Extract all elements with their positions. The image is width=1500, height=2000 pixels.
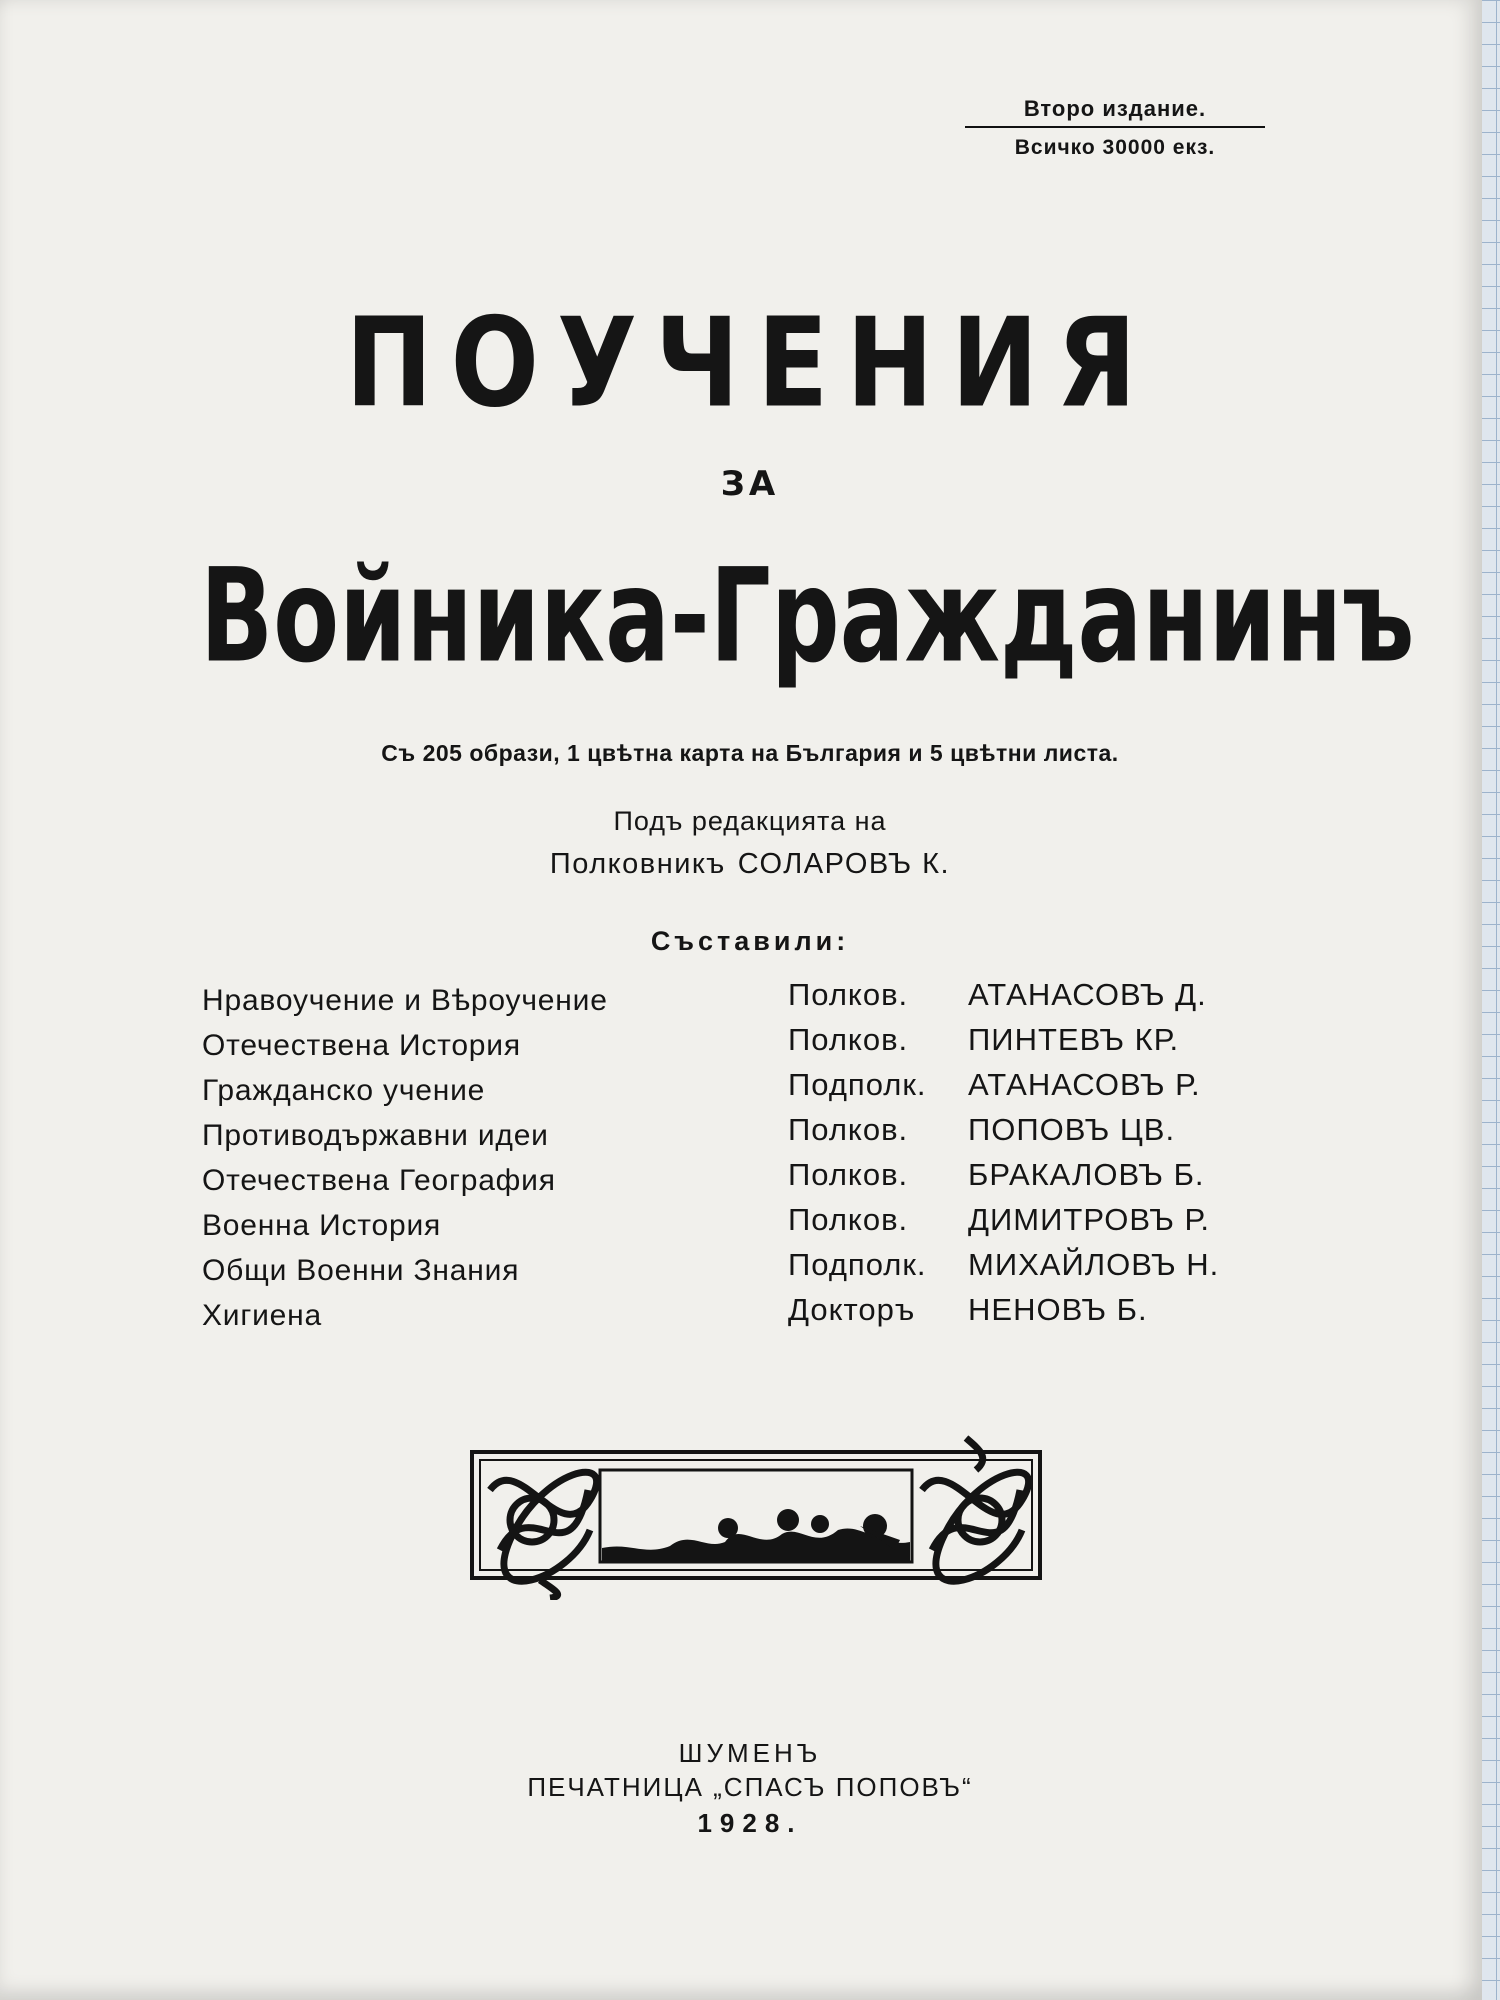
author-item — [788, 1017, 1308, 1062]
subject-item: Гражданско учение — [202, 1074, 486, 1107]
author-name: НЕНОВЪ Б. — [968, 1292, 1148, 1327]
author-item — [788, 1152, 1308, 1197]
compilers-heading: Съставили: — [650, 926, 850, 956]
print-run: Всичко 30000 екз. — [1014, 136, 1216, 159]
subject-item: Отечествена История — [202, 1029, 521, 1062]
subject-item: Общи Военни Знания — [202, 1254, 520, 1287]
editor-name: СОЛАРОВЪ К. — [737, 848, 951, 880]
author-item — [788, 972, 1308, 1017]
author-name: АТАНАСОВЪ Р. — [968, 1067, 1201, 1102]
author-item — [788, 1242, 1308, 1287]
author-item — [788, 1107, 1308, 1152]
author-name: БРАКАЛОВЪ Б. — [968, 1157, 1205, 1192]
edition-notice — [965, 96, 1265, 160]
editor-rank: Полковникъ — [549, 848, 726, 880]
subject-list — [202, 978, 762, 1338]
subject-item: Противодържавни идеи — [202, 1119, 549, 1152]
imprint-press: ПЕЧАТНИЦА „СПАСЪ ПОПОВЪ“ — [527, 1772, 973, 1802]
author-item — [788, 1197, 1308, 1242]
subject-item: Хигиена — [202, 1299, 323, 1332]
title-line-2: ЗА — [720, 464, 780, 504]
author-rank: Полков. — [788, 1112, 909, 1147]
subtitle: Съ 205 образи, 1 цвѣтна карта на България и 5 цвѣтни листа. — [381, 740, 1119, 766]
title-line-1: ПОУЧЕНИЯ — [345, 291, 1155, 435]
subject-item: Нравоучение и Вѣроучение — [202, 984, 608, 1017]
author-rank: Полков. — [788, 1022, 909, 1057]
celtic-knot-vignette-icon — [470, 1430, 1042, 1600]
author-rank: Полков. — [788, 977, 909, 1012]
editor — [0, 848, 1500, 881]
subject-item: Отечествена География — [202, 1164, 556, 1197]
edition-label: Второ издание. — [965, 96, 1265, 128]
author-item — [788, 1287, 1308, 1332]
author-rank: Полков. — [788, 1157, 909, 1192]
author-name: ДИМИТРОВЪ Р. — [968, 1202, 1210, 1237]
imprint-year: 1928. — [697, 1808, 803, 1838]
author-name: МИХАЙЛОВЪ Н. — [968, 1247, 1220, 1282]
subject-item: Военна История — [202, 1209, 442, 1242]
author-list — [788, 972, 1308, 1332]
author-rank: Подполк. — [788, 1067, 927, 1102]
imprint-city: ШУМЕНЪ — [678, 1738, 822, 1768]
title-line-3: Войника-Гражданинъ — [200, 540, 1415, 692]
author-name: ПОПОВЪ ЦВ. — [968, 1112, 1176, 1147]
author-item — [788, 1062, 1308, 1107]
author-rank: Докторъ — [788, 1292, 916, 1327]
author-rank: Полков. — [788, 1202, 909, 1237]
author-name: АТАНАСОВЪ Д. — [968, 977, 1207, 1012]
author-name: ПИНТЕВЪ КР. — [968, 1022, 1180, 1057]
author-rank: Подполк. — [788, 1247, 927, 1282]
editor-intro: Подъ редакцията на — [613, 806, 887, 836]
